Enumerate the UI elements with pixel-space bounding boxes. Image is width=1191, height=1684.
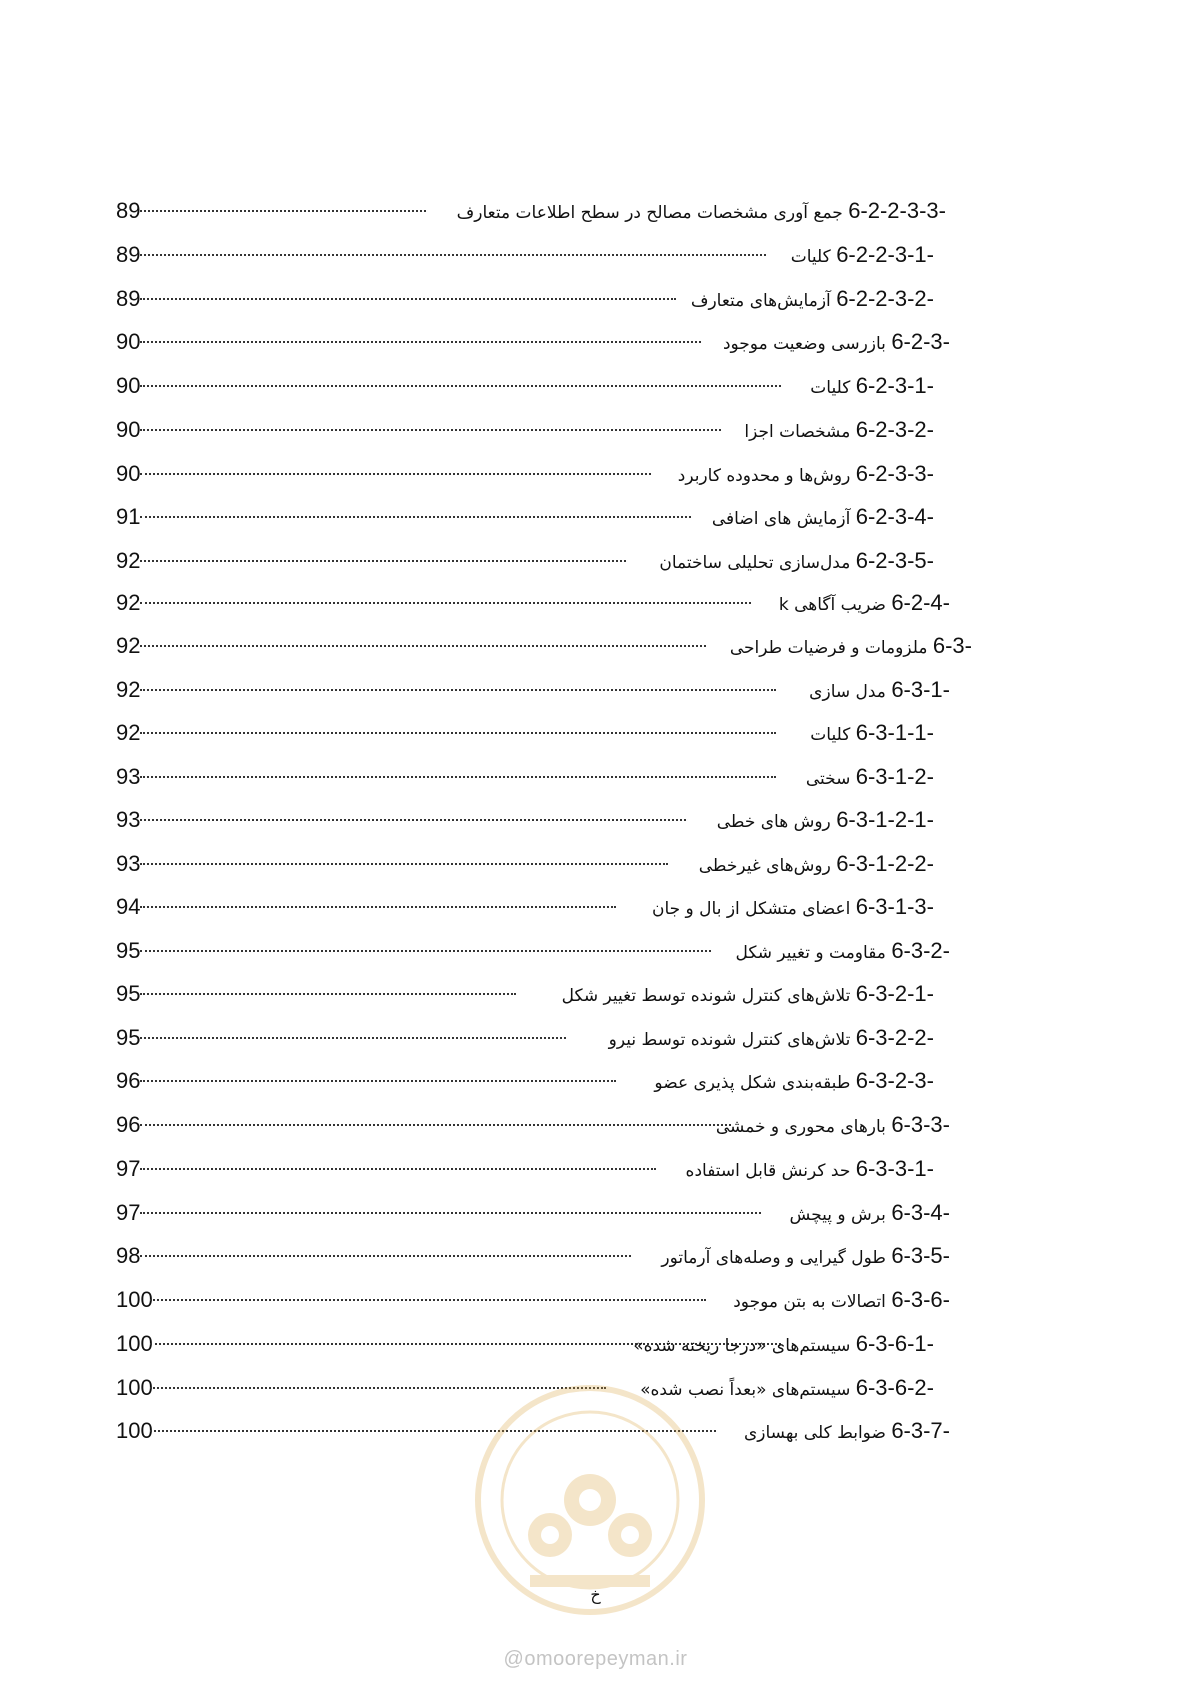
toc-entry-text — [691, 286, 934, 312]
toc-section-title: بازرسی وضعیت موجود — [722, 334, 892, 354]
toc-section-code: 6-3-6-2- — [855, 1375, 934, 1400]
toc-entry-text — [609, 1025, 934, 1051]
toc-entry-text — [723, 329, 950, 355]
toc-page-number: 89 — [116, 242, 141, 267]
toc-section-code: 6-3-2-1- — [855, 981, 934, 1006]
toc-dot-leader — [140, 385, 781, 387]
toc-page-number: 93 — [116, 807, 141, 832]
toc-page-number: 95 — [116, 938, 141, 963]
toc-page-number: 89 — [116, 286, 141, 311]
toc-section-title: سیستم‌های «بعداً نصب شده» — [640, 1380, 856, 1400]
toc-entry-text — [790, 1200, 950, 1226]
toc-entry[interactable] — [116, 455, 1016, 495]
toc-section-code: 6-3- — [932, 633, 972, 658]
toc-entry-text — [562, 981, 934, 1007]
toc-entry-text — [733, 1287, 950, 1313]
toc-section-title: روش‌های غیرخطی — [698, 856, 837, 876]
toc-entry[interactable] — [116, 236, 1016, 276]
toc-entry[interactable] — [116, 932, 1016, 972]
toc-entry-text — [744, 1418, 950, 1444]
toc-page-number: 95 — [116, 981, 141, 1006]
toc-entry[interactable] — [116, 1062, 1016, 1102]
toc-entry[interactable] — [116, 1325, 1016, 1365]
toc-dot-leader — [140, 1255, 631, 1257]
toc-section-code: 6-3-3- — [891, 1112, 950, 1137]
toc-entry[interactable] — [116, 888, 1016, 928]
toc-section-code: 6-3-2-2- — [855, 1025, 934, 1050]
toc-section-title: مدل سازی — [809, 682, 892, 702]
toc-section-code: 6-2-2-3-3- — [848, 198, 946, 223]
toc-dot-leader — [140, 1124, 731, 1126]
toc-entry[interactable] — [116, 1194, 1016, 1234]
toc-page-number: 97 — [116, 1156, 141, 1181]
toc-page-number: 89 — [116, 198, 141, 223]
toc-section-title: سیستم‌های «درجا ریخته شده» — [633, 1336, 856, 1356]
toc-section-code: 6-2-3-5- — [855, 548, 934, 573]
toc-section-code: 6-3-1-2-1- — [836, 807, 934, 832]
toc-section-code: 6-2-3-4- — [855, 504, 934, 529]
toc-section-title: طبقه‌بندی شکل پذیری عضو — [654, 1073, 856, 1093]
toc-entry-text — [806, 764, 934, 790]
toc-dot-leader — [140, 732, 776, 734]
toc-page-number: 100 — [116, 1418, 153, 1443]
toc-page-number: 90 — [116, 461, 141, 486]
toc-entry-text — [661, 1243, 950, 1269]
toc-section-title: آزمایش های اضافی — [711, 509, 856, 529]
toc-section-title: مشخصات اجزا — [744, 422, 856, 442]
toc-dot-leader — [140, 863, 668, 865]
toc-section-code: 6-3-1-2-2- — [836, 851, 934, 876]
toc-entry-text — [659, 548, 934, 574]
toc-entry-text — [810, 720, 934, 746]
toc-section-code: 6-3-6-1- — [855, 1331, 934, 1356]
toc-entry-text — [779, 590, 950, 616]
toc-section-title: ملزومات و فرضیات طراحی — [729, 638, 933, 658]
toc-page-number: 96 — [116, 1112, 141, 1137]
toc-page-number: 98 — [116, 1243, 141, 1268]
toc-page-number: 96 — [116, 1068, 141, 1093]
toc-section-code: 6-3-3-1- — [855, 1156, 934, 1181]
toc-section-code: 6-2-3-2- — [855, 417, 934, 442]
toc-entry-text — [678, 461, 934, 487]
toc-entry[interactable] — [116, 411, 1016, 451]
toc-page-number: 94 — [116, 894, 141, 919]
toc-section-title: جمع آوری مشخصات مصالح در سطح اطلاعات متعارف — [456, 203, 849, 223]
toc-page-number: 92 — [116, 677, 141, 702]
toc-entry[interactable] — [116, 975, 1016, 1015]
toc-page-number: 90 — [116, 373, 141, 398]
toc-section-code: 6-2-2-3-2- — [836, 286, 934, 311]
toc-section-code: 6-3-6- — [891, 1287, 950, 1312]
watermark-logo — [470, 1380, 710, 1620]
toc-entry[interactable] — [116, 671, 1016, 711]
toc-entry-text — [791, 242, 934, 268]
toc-entry-text — [736, 938, 951, 964]
toc-entry[interactable] — [116, 323, 1016, 363]
toc-page-number: 90 — [116, 329, 141, 354]
toc-entry-text — [712, 504, 934, 530]
toc-page-number: 100 — [116, 1375, 153, 1400]
toc-entry-text — [809, 677, 950, 703]
toc-section-code: 6-2-3-3- — [855, 461, 934, 486]
toc-section-title: کلیات — [810, 725, 856, 745]
toc-dot-leader — [140, 1037, 566, 1039]
toc-dot-leader — [140, 950, 711, 952]
toc-entry[interactable] — [116, 498, 1016, 538]
toc-section-code: 6-3-4- — [891, 1200, 950, 1225]
toc-dot-leader — [140, 341, 701, 343]
toc-section-code: 6-3-1-3- — [855, 894, 934, 919]
toc-entry[interactable] — [116, 367, 1016, 407]
toc-section-title: اتصالات به بتن موجود — [733, 1292, 892, 1312]
toc-section-code: 6-3-7- — [891, 1418, 950, 1443]
toc-section-title: روش های خطی — [716, 812, 837, 832]
toc-dot-leader — [140, 645, 706, 647]
toc-entry-text — [654, 1068, 934, 1094]
toc-section-code: 6-3-2-3- — [855, 1068, 934, 1093]
toc-section-title: طول گیرایی و وصله‌های آرماتور — [661, 1248, 892, 1268]
toc-entry[interactable] — [116, 280, 1016, 320]
toc-entry-text — [744, 417, 934, 443]
toc-section-title: ضریب آگاهی k — [778, 595, 892, 615]
toc-entry[interactable] — [116, 1019, 1016, 1059]
toc-entry-text — [633, 1331, 934, 1357]
toc-dot-leader — [150, 1299, 706, 1301]
toc-section-code: 6-2-2-3-1- — [836, 242, 934, 267]
toc-dot-leader — [140, 776, 776, 778]
toc-dot-leader — [140, 429, 721, 431]
toc-entry[interactable] — [116, 801, 1016, 841]
toc-section-code: 6-3-5- — [891, 1243, 950, 1268]
toc-dot-leader — [140, 473, 651, 475]
toc-section-title: مقاومت و تغییر شکل — [735, 943, 892, 963]
toc-page-number: 95 — [116, 1025, 141, 1050]
toc-section-title: تلاش‌های کنترل شونده توسط تغییر شکل — [561, 986, 856, 1006]
toc-entry[interactable] — [116, 1106, 1016, 1146]
toc-page-number: 93 — [116, 764, 141, 789]
toc-dot-leader — [140, 1212, 761, 1214]
toc-dot-leader — [140, 298, 676, 300]
toc-entry[interactable] — [116, 1237, 1016, 1277]
toc-entry[interactable] — [116, 627, 1016, 667]
toc-section-title: حد کرنش قابل استفاده — [685, 1161, 856, 1181]
toc-section-code: 6-2-4- — [891, 590, 950, 615]
toc-entry-text — [457, 198, 946, 224]
toc-entry[interactable] — [116, 542, 1016, 582]
toc-page-number: 92 — [116, 548, 141, 573]
toc-entry-text — [810, 373, 934, 399]
toc-section-title: ضوابط کلی بهسازی — [743, 1423, 892, 1443]
toc-dot-leader — [140, 516, 691, 518]
toc-dot-leader — [140, 1168, 656, 1170]
toc-page-number: 93 — [116, 851, 141, 876]
toc-section-code: 6-3-1-1- — [855, 720, 934, 745]
toc-section-title: اعضای متشکل از بال و جان — [651, 899, 856, 919]
toc-entry[interactable] — [116, 192, 1016, 232]
toc-page-number: 92 — [116, 720, 141, 745]
toc-section-code: 6-2-3-1- — [855, 373, 934, 398]
toc-entry[interactable] — [116, 714, 1016, 754]
toc-dot-leader — [140, 602, 751, 604]
toc-page-number: 91 — [116, 504, 141, 529]
toc-dot-leader — [140, 689, 776, 691]
toc-dot-leader — [140, 254, 766, 256]
toc-section-code: 6-3-1- — [891, 677, 950, 702]
toc-page-number: 100 — [116, 1331, 153, 1356]
toc-entry-text — [716, 1112, 950, 1138]
toc-section-title: مدل‌سازی تحلیلی ساختمان — [659, 553, 856, 573]
toc-dot-leader — [140, 993, 516, 995]
toc-entry-text — [717, 807, 934, 833]
toc-section-title: کلیات — [810, 378, 856, 398]
watermark-url: @omoorepeyman.ir — [503, 1648, 688, 1670]
toc-section-title: سختی — [805, 769, 856, 789]
toc-entry[interactable] — [116, 758, 1016, 798]
toc-page-number: 100 — [116, 1287, 153, 1312]
toc-entry-text — [686, 1156, 934, 1182]
toc-entry-text — [730, 633, 972, 659]
gear-icon — [528, 1474, 652, 1557]
page-number: خ — [590, 1585, 601, 1604]
toc-section-title: کلیات — [790, 247, 837, 267]
toc-entry[interactable] — [116, 1281, 1016, 1321]
toc-entry[interactable] — [116, 584, 1016, 624]
toc-section-code: 6-3-2- — [891, 938, 950, 963]
toc-entry-text — [699, 851, 934, 877]
toc-section-title: روش‌ها و محدوده کاربرد — [677, 466, 856, 486]
toc-entry[interactable] — [116, 845, 1016, 885]
toc-section-title: تلاش‌های کنترل شونده توسط نیرو — [608, 1030, 856, 1050]
toc-dot-leader — [140, 1080, 616, 1082]
toc-page-number: 97 — [116, 1200, 141, 1225]
toc-page-number: 92 — [116, 590, 141, 615]
toc-section-title: برش و پیچش — [789, 1205, 892, 1225]
toc-page-number: 90 — [116, 417, 141, 442]
toc-entry-text — [652, 894, 934, 920]
toc-section-code: 6-3-1-2- — [855, 764, 934, 789]
toc-dot-leader — [140, 560, 626, 562]
toc-dot-leader — [140, 819, 686, 821]
toc-dot-leader — [140, 906, 616, 908]
toc-section-title: بارهای محوری و خمشی — [715, 1117, 892, 1137]
toc-entry[interactable] — [116, 1150, 1016, 1190]
toc-section-code: 6-2-3- — [891, 329, 950, 354]
toc-dot-leader — [140, 210, 426, 212]
toc-section-title: آزمایش‌های متعارف — [690, 291, 837, 311]
toc-page-number: 92 — [116, 633, 141, 658]
